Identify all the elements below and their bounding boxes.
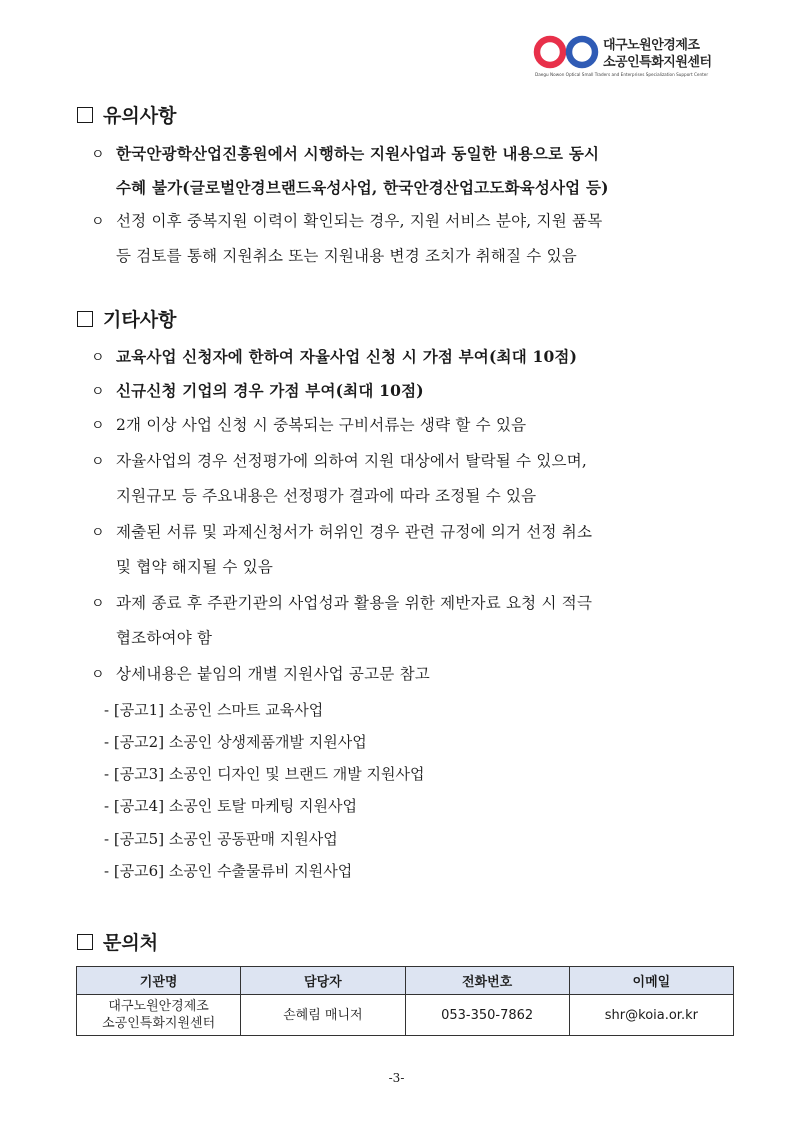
table-header-row	[77, 967, 734, 995]
header-phone: 전화번호	[405, 967, 569, 995]
other-item-6-line-2: 협조하여야 함	[116, 629, 213, 647]
announcement-item-1: - [공고1] 소공인 스마트 교육사업	[104, 701, 324, 719]
header-email: 이메일	[569, 967, 733, 995]
bullet-icon: ㅇ	[91, 667, 105, 683]
announcement-item-2: - [공고2] 소공인 상생제품개발 지원사업	[104, 733, 367, 751]
bullet-icon: ㅇ	[91, 384, 105, 400]
org-line-1: 대구노원안경제조	[108, 999, 209, 1014]
other-item-6-line-1: 과제 종료 후 주관기관의 사업성과 활용을 위한 제반자료 요청 시 적극	[116, 594, 593, 612]
notice-item-2-line-2: 등 검토를 통해 지원취소 또는 지원내용 변경 조치가 취해질 수 있음	[116, 247, 577, 265]
other-item-7: 상세내용은 붙임의 개별 지원사업 공고문 참고	[116, 665, 430, 683]
logo-title-line1: 대구노원안경제조	[603, 38, 700, 53]
other-item-4-line-1: 자율사업의 경우 선정평가에 의하여 지원 대상에서 탈락될 수 있으며,	[116, 452, 587, 470]
other-item-2: 신규신청 기업의 경우 가점 부여(최대 10점)	[116, 381, 424, 400]
section-title-contact: 문의처	[77, 928, 158, 955]
checkbox-square-icon	[77, 934, 93, 950]
cell-manager: 손혜림 매니저	[241, 995, 405, 1036]
table-row	[77, 995, 734, 1036]
other-item-5-line-1: 제출된 서류 및 과제신청서가 허위인 경우 관련 규정에 의거 선정 취소	[116, 523, 593, 541]
header-manager: 담당자	[241, 967, 405, 995]
other-item-5-line-2: 및 협약 해지될 수 있음	[116, 558, 274, 576]
logo-title-line2: 소공인특화지원센터	[603, 55, 712, 70]
bullet-icon: ㅇ	[91, 525, 105, 541]
bullet-icon: ㅇ	[91, 147, 105, 163]
cell-organization	[77, 995, 241, 1036]
page-number: -3-	[388, 1071, 405, 1085]
cell-phone: 053-350-7862	[405, 995, 569, 1036]
checkbox-square-icon	[77, 311, 93, 327]
contact-table	[76, 966, 734, 1036]
other-item-3: 2개 이상 사업 신청 시 중복되는 구비서류는 생략 할 수 있음	[116, 416, 527, 434]
center-logo	[533, 32, 723, 82]
org-line-2: 소공인특화지원센터	[102, 1016, 216, 1031]
bullet-icon: ㅇ	[91, 596, 105, 612]
notice-item-1-line-1: 한국안광학산업진흥원에서 시행하는 지원사업과 동일한 내용으로 동시	[116, 144, 600, 163]
bullet-icon: ㅇ	[91, 418, 105, 434]
logo-rings-icon	[533, 35, 601, 69]
bullet-icon: ㅇ	[91, 454, 105, 470]
announcement-item-5: - [공고5] 소공인 공동판매 지원사업	[104, 830, 338, 848]
notice-item-2-line-1: 선정 이후 중복지원 이력이 확인되는 경우, 지원 서비스 분야, 지원 품목	[116, 212, 603, 230]
announcement-item-6: - [공고6] 소공인 수출물류비 지원사업	[104, 862, 353, 880]
checkbox-square-icon	[77, 107, 93, 123]
section-title-other: 기타사항	[77, 305, 176, 332]
bullet-icon: ㅇ	[91, 214, 105, 230]
notice-item-1-line-2: 수혜 불가(글로벌안경브랜드육성사업, 한국안경산업고도화육성사업 등)	[116, 178, 609, 197]
header-organization: 기관명	[77, 967, 241, 995]
bullet-icon: ㅇ	[91, 350, 105, 366]
cell-email: shr@koia.or.kr	[569, 995, 733, 1036]
logo-english-name: Daegu Nowon Optical Small Traders and Enterprises Specialization Support Center	[535, 72, 709, 77]
announcement-item-3: - [공고3] 소공인 디자인 및 브랜드 개발 지원사업	[104, 765, 425, 783]
other-item-1: 교육사업 신청자에 한하여 자율사업 신청 시 가점 부여(최대 10점)	[116, 347, 578, 366]
section-title-notice: 유의사항	[77, 101, 176, 128]
announcement-item-4: - [공고4] 소공인 토탈 마케팅 지원사업	[104, 797, 358, 815]
other-item-4-line-2: 지원규모 등 주요내용은 선정평가 결과에 따라 조정될 수 있음	[116, 487, 537, 505]
